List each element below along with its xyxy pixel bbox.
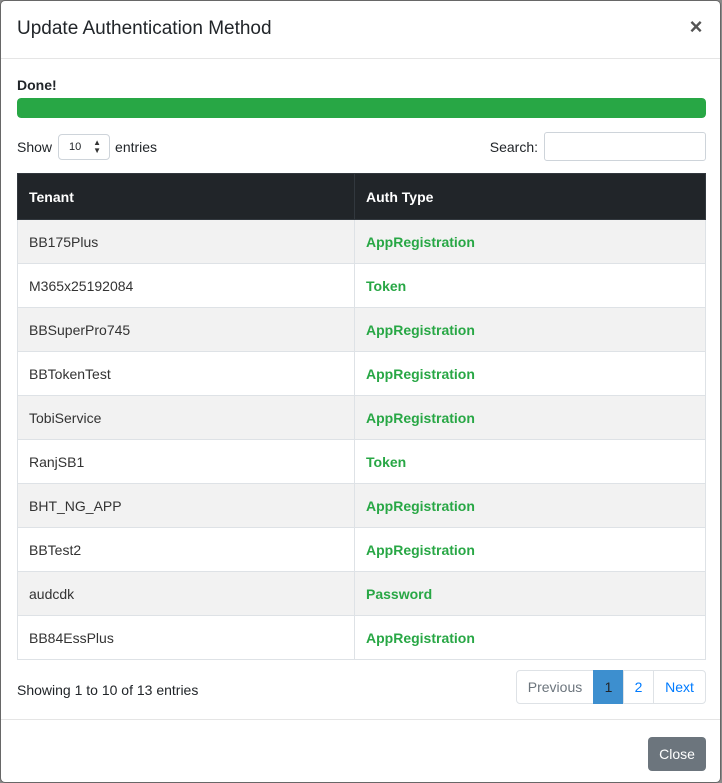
auth-type-cell: AppRegistration — [355, 484, 706, 528]
column-header-tenant[interactable]: Tenant — [18, 174, 355, 220]
table-row — [18, 572, 706, 616]
tenant-cell: BBTest2 — [18, 528, 355, 572]
tenant-cell: BBSuperPro745 — [18, 308, 355, 352]
table-row — [18, 484, 706, 528]
tenant-cell: audcdk — [18, 572, 355, 616]
auth-type-cell: AppRegistration — [355, 220, 706, 264]
search-control — [490, 132, 706, 161]
column-header-auth-type[interactable]: Auth Type — [355, 174, 706, 220]
tenant-cell: TobiService — [18, 396, 355, 440]
tenant-auth-table — [17, 173, 706, 660]
pagination-previous-button[interactable]: Previous — [516, 670, 594, 704]
progress-bar — [17, 98, 706, 118]
table-row — [18, 440, 706, 484]
close-icon[interactable]: × — [686, 15, 706, 39]
pagination-page-1[interactable]: 1 — [593, 670, 624, 704]
auth-type-cell: AppRegistration — [355, 396, 706, 440]
chevron-updown-icon: ▲ ▼ — [93, 138, 102, 155]
auth-type-cell: Password — [355, 572, 706, 616]
auth-type-cell: Token — [355, 264, 706, 308]
auth-method-modal — [1, 1, 720, 782]
tenant-cell: RanjSB1 — [18, 440, 355, 484]
pagination — [516, 670, 706, 704]
status-text: Done! — [17, 77, 57, 93]
pagination-next-button[interactable]: Next — [653, 670, 706, 704]
pagination-page-2[interactable]: 2 — [623, 670, 654, 704]
tenant-cell: BB84EssPlus — [18, 616, 355, 660]
table-header-row — [18, 174, 706, 220]
close-button[interactable]: Close — [648, 737, 706, 771]
tenant-cell: BBTokenTest — [18, 352, 355, 396]
tenant-cell: M365x25192084 — [18, 264, 355, 308]
entries-per-page-select[interactable] — [58, 134, 110, 160]
entries-length-control — [17, 133, 157, 161]
length-prefix: Show — [17, 139, 53, 155]
modal-title: Update Authentication Method — [17, 18, 272, 39]
auth-type-cell: AppRegistration — [355, 308, 706, 352]
search-input[interactable] — [544, 132, 706, 161]
modal-header — [1, 1, 720, 59]
tenant-cell: BHT_NG_APP — [18, 484, 355, 528]
auth-type-cell: AppRegistration — [355, 352, 706, 396]
table-row — [18, 352, 706, 396]
table-row — [18, 616, 706, 660]
length-selected-value: 10 — [69, 141, 82, 153]
tenant-cell: BB175Plus — [18, 220, 355, 264]
table-row — [18, 308, 706, 352]
table-row — [18, 528, 706, 572]
auth-type-cell: AppRegistration — [355, 528, 706, 572]
modal-footer — [1, 719, 720, 782]
table-row — [18, 220, 706, 264]
search-label: Search: — [489, 138, 538, 155]
table-info: Showing 1 to 10 of 13 entries — [17, 682, 199, 698]
table-row — [18, 264, 706, 308]
table-row — [18, 396, 706, 440]
length-suffix: entries — [115, 139, 158, 155]
progress-fill — [17, 98, 706, 118]
auth-type-cell: AppRegistration — [355, 616, 706, 660]
auth-type-cell: Token — [355, 440, 706, 484]
